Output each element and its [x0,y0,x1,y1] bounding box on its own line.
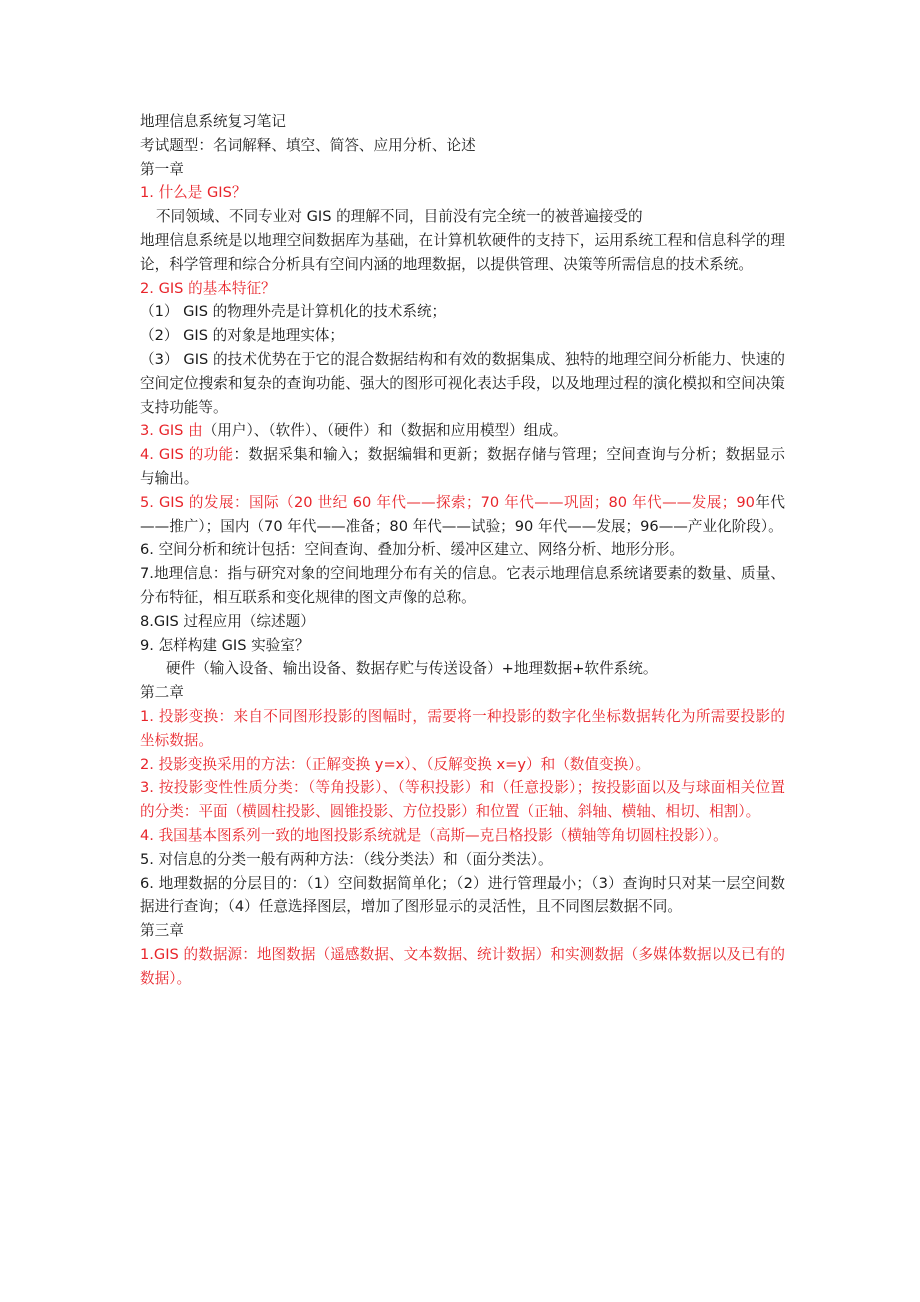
question-4-label: 4. GIS 的功能 [140,446,234,464]
question-5 [140,491,785,539]
question-8: 8.GIS 过程应用（综述题） [140,612,315,630]
question-5-label: 5. GIS 的发展：国际（20 世纪 60 年代——探索；70 年代——巩固；80 年代——发展；90 [140,493,755,511]
question-3 [140,419,785,443]
question-4-text: ：数据采集和输入；数据编辑和更新；数据存储与管理；空间查询与分析；数据显示与输出。 [140,446,785,487]
chapter-2-item-5: 5. 对信息的分类一般有两种方法：（线分类法）和（面分类法）。 [140,850,553,868]
question-3-text: （用户）、（软件）、（硬件）和（数据和应用模型）组成。 [202,422,568,440]
chapter-1-heading: 第一章 [140,160,184,178]
chapter-2-item-2: 2. 投影变换采用的方法：（正解变换 y=x）、（反解变换 x=y）和（数值变换）。 [140,755,651,773]
question-3-label: 3. GIS 由 [140,422,203,440]
question-1-para-2: 地理信息系统是以地理空间数据库为基础，在计算机软硬件的支持下，运用系统工程和信息科学的理论，科学管理和综合分析具有空间内涵的地理数据，以提供管理、决策等所需信息的技术系统。 [140,231,785,273]
question-9-title: 9. 怎样构建 GIS 实验室？ [140,636,310,654]
question-1-title: 1. 什么是 GIS？ [140,184,247,202]
chapter-3-item-1: 1.GIS 的数据源：地图数据（遥感数据、文本数据、统计数据）和实测数据（多媒体数据以及已有的数据）。 [140,945,785,987]
document-page [140,110,785,990]
question-1-para-1: 不同领域、不同专业对 GIS 的理解不同，目前没有完全统一的被普遍接受的 [156,208,643,226]
question-2-title: 2. GIS 的基本特征？ [140,279,276,297]
question-7: 7.地理信息：指与研究对象的空间地理分布有关的信息。它表示地理信息系统诸要素的数量、质量、分布特征，相互联系和变化规律的图文声像的总称。 [140,565,785,606]
question-2-item-2: （2） GIS 的对象是地理实体； [140,327,344,345]
chapter-2-heading: 第二章 [140,684,184,702]
question-6: 6. 空间分析和统计包括：空间查询、叠加分析、缓冲区建立、网络分析、地形分形。 [140,541,684,559]
chapter-2-item-6: 6. 地理数据的分层目的：（1）空间数据简单化；（2）进行管理最小；（3）查询时只对某一层空间数据进行查询；（4）任意选择图层，增加了图形显示的灵活性，且不同图层数据不同。 [140,874,785,916]
question-2-item-3: （3） GIS 的技术优势在于它的混合数据结构和有效的数据集成、独特的地理空间分析能力、快速的空间定位搜索和复杂的查询功能、强大的图形可视化表达手段，以及地理过程的演化模拟和空间决策支持功能等。 [140,350,785,416]
chapter-2-item-4: 4. 我国基本图系列一致的地图投影系统就是（高斯—克吕格投影（横轴等角切圆柱投影））。 [140,826,728,844]
chapter-2-item-1: 1. 投影变换：来自不同图形投影的图幅时，需要将一种投影的数字化坐标数据转化为所需要投影的坐标数据。 [140,707,785,749]
question-5-text: 年代——推广）；国内（70 年代——准备；80 年代——试验；90 年代——发展；96——产业化阶段）。 [140,493,785,535]
exam-types: 考试题型：名词解释、填空、简答、应用分析、论述 [140,136,476,154]
question-9-para: 硬件（输入设备、输出设备、数据存贮与传送设备）+地理数据+软件系统。 [166,660,658,678]
chapter-2-item-3: 3. 按投影变性性质分类：（等角投影）、（等积投影）和（任意投影）；按投影面以及与球面相关位置的分类：平面（横圆柱投影、圆锥投影、方位投影）和位置（正轴、斜轴、横轴、相切、相割）。 [140,779,785,821]
chapter-3-heading: 第三章 [140,922,184,940]
doc-title: 地理信息系统复习笔记 [140,113,286,130]
question-4 [140,443,785,491]
question-2-item-1: （1） GIS 的物理外壳是计算机化的技术系统； [140,303,447,321]
